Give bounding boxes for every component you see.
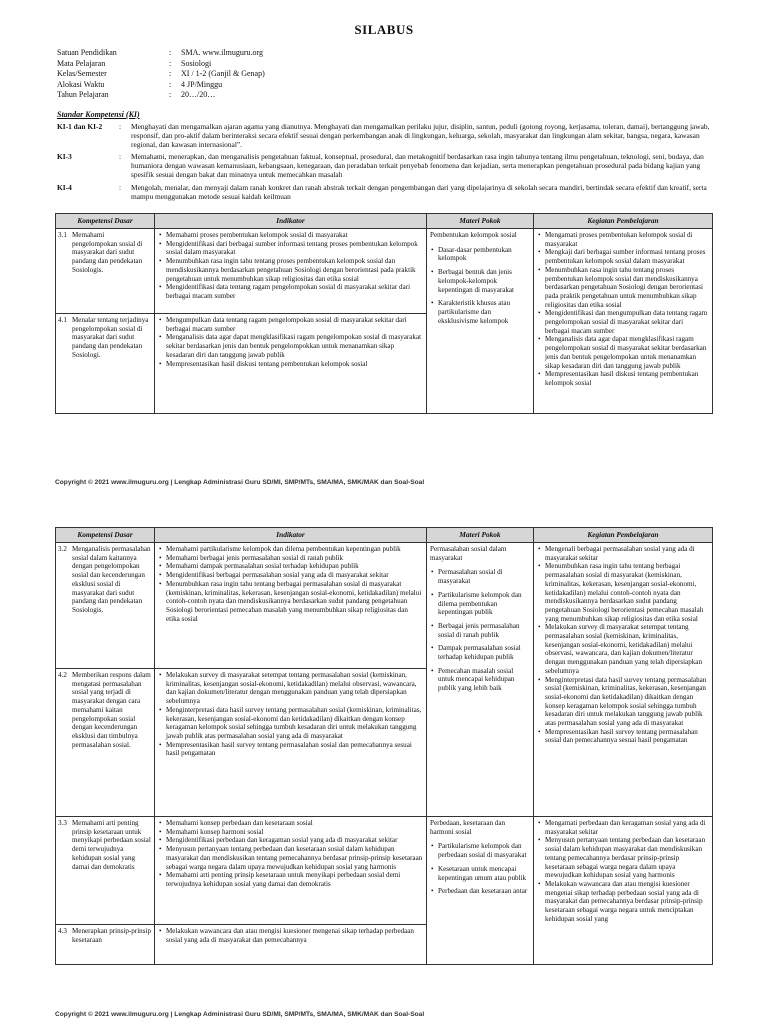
indikator-cell xyxy=(155,229,427,314)
kd-number: 4.3 xyxy=(58,927,67,935)
kd-number: 4.1 xyxy=(58,316,67,324)
indikator-cell xyxy=(155,543,427,669)
materi-item: • Berbagai bentuk dan jenis kelompok-kelompok kepentingan di masyarakat xyxy=(438,268,530,294)
kegiatan-item: • Mempresentasikan hasil survey tentang permasalahan sosial dan pemecahannya sesuai hasil pengamatan xyxy=(545,728,709,745)
indikator-item: • Mempresentasikan hasil survey tentang permasalahan sosial dan pemecahannya sesuai hasil pengamatan xyxy=(166,741,423,758)
materi-item: • Partikularisme kelompok dan dilema pembentukan kepentingan publik xyxy=(438,591,530,617)
materi-item: • Berbagai jenis permasalahan sosial di ranah publik xyxy=(438,622,530,639)
indikator-item: • Mengidentifikasi berbagai permasalahan sosial yang ada di masyarakat sekitar xyxy=(166,571,423,580)
syllabus-table-page1 xyxy=(55,213,713,414)
indikator-item: • Menginterpretasi data hasil survey tentang permasalahan sosial (kemiskinan, kriminalitas, kekerasan, kesenjangan sosial-ekonomi dan ketidakadilan) dikaitkan dengan konsep keragaman kelompok sosial sehingga tumbuh kesadaran diri untuk melakukan tanggung jawab publik atas permasalahan sosial yang ada di masyarakat xyxy=(166,706,423,741)
identity-label: Alokasi Waktu xyxy=(57,79,105,89)
identity-row: Alokasi Waktu : 4 JP/Minggu xyxy=(57,79,223,89)
identity-label: Kelas/Semester xyxy=(57,69,107,78)
ki-label: KI-1 dan KI-2 xyxy=(57,122,103,131)
standar-kompetensi-heading: Standar Kompetensi (KI) xyxy=(57,110,140,119)
identity-block xyxy=(57,48,265,101)
table-header-row xyxy=(56,528,713,543)
syllabus-table-page2 xyxy=(55,527,713,965)
table-header-row xyxy=(56,214,713,229)
kd-cell xyxy=(56,229,155,314)
page-footer: Copyright © 2021 www.ilmuguru.org | Lengkap Administrasi Guru SD/MI, SMP/MTs, SMA/MA, SMK/MAK dan Soal-Soal xyxy=(55,479,425,486)
kegiatan-item: • Mengidentifikasi dan mengumpulkan data tentang ragam pengelompokan sosial di masyarakat sekitar dari berbagai macam sumber xyxy=(545,309,709,335)
identity-row: Satuan Pendidikan : SMA. www.ilmuguru.org xyxy=(57,48,264,57)
indikator-item: • Mengidentifikasi dari berbagai sumber informasi tentang proses pembentukan kelompok sosial dalam masyarakat xyxy=(166,240,423,257)
kd-number: 3.3 xyxy=(58,819,67,827)
kegiatan-item: • Menginterpretasi data hasil survey tentang permasalahan sosial (kemiskinan, kriminalitas, kekerasan, kesenjangan sosial-ekonomi dan ketidakadilan) dikaitkan dengan konsep keragaman kelompok sosial sehingga tumbuh kesadaran diri untuk melakukan tanggung jawab publik atas permasalahan sosial yang ada di masyarakat xyxy=(545,676,709,728)
identity-label: Mata Pelajaran xyxy=(57,58,106,68)
identity-value: XI / 1-2 (Ganjil & Genap) xyxy=(181,69,265,78)
kd-text: Memahami pengelompokan sosial di masyarakat dari sudut pandang dan pendekatan Sosiologis. xyxy=(72,231,143,274)
materi-intro: Perbedaan, kesetaraan dan harmoni sosial xyxy=(430,819,506,836)
indikator-item: • Menumbuhkan rasa ingin tahu tentang berbagai permasalahan sosial di masyarakat (kemiskinan, kriminalitas, kekerasan, kesenjangan sosial-ekonomi, ketidakadilan) melalui contoh-contoh nyata dan mendiskusikannya berdasarkan sudut pandang pengetahuan Sosiologi berorientasi pemecahan masalah yang menumbuhkan sikap religiositas dan etika sosial xyxy=(166,580,423,624)
ki-label: KI-3 xyxy=(57,152,72,161)
materi-intro: Pembentukan kelompok sosial xyxy=(430,231,517,239)
identity-value: 20…/20… xyxy=(181,90,216,99)
kd-text: Memberikan respons dalam mengatasi permasalahan sosial yang terjadi di masyarakat dengan cara memahami kaitan pengelompokan sosial dengan kecenderungan eksklusi dan timbulnya permasalahan sosial. xyxy=(72,671,151,749)
indikator-cell xyxy=(155,925,427,965)
identity-label: Satuan Pendidikan xyxy=(57,48,117,57)
kd-text: Menalar tentang terjadinya pengelompokan sosial di masyarakat dari sudut pandang dan pendekatan Sosiologi. xyxy=(72,316,149,359)
materi-item: • Kesetaraan untuk mencapai kepentingan umum atau publik xyxy=(438,865,530,882)
document-title: SILABUS xyxy=(354,22,414,37)
header-kompetensi-dasar: Kompetensi Dasar xyxy=(56,528,155,543)
materi-item: • Perbedaan dan kesetaraan antar xyxy=(438,887,530,896)
header-indikator: Indikator xyxy=(155,214,427,229)
ki-row: KI-3 : Memahami, menerapkan, dan menganalisis pengetahuan faktual, konseptual, prosedural, dan metakognitif berdasarkan rasa ingin tahunya tentang ilmu pengetahuan, teknologi, seni, budaya, dan humaniora dengan wawasan kemanusiaan, kebangsaan, kenegaraan, dan peradaban terkait penyebab fenomena dan kejadian, serta menerapkan pengetahuan prosedural pada bidang kajian yang spesifik sesuai dengan bakat dan minatnya untuk memecahkan masalah xyxy=(57,152,712,180)
kd-text: Memahami arti penting prinsip kesetaraan untuk menyikapi perbedaan sosial demi terwujudnya kehidupan sosial yang damai dan demokratis xyxy=(72,819,151,871)
indikator-cell xyxy=(155,817,427,925)
materi-item: • Partikularisme kelompok dan perbedaan sosial di masyarakat xyxy=(438,842,530,859)
identity-row: Tahun Pelajaran : 20…/20… xyxy=(57,90,216,99)
kegiatan-cell xyxy=(534,543,713,817)
indikator-item: • Menumbuhkan rasa ingin tahu tentang proses pembentukan kelompok sosial dan mendiskusikannya berdasarkan pengetahuan Sosiologi dengan berorientasi pada praktik pengetahuan untuk menumbuhkan sikap religiositas dan etika sosial xyxy=(166,257,423,283)
kd-cell xyxy=(56,925,155,965)
indikator-item: • Mempresentasikan hasil diskusi tentang pembentukan kelompok sosial xyxy=(166,360,423,369)
identity-row: Kelas/Semester : XI / 1-2 (Ganjil & Genap) xyxy=(57,69,265,78)
materi-intro: Permasalahan sosial dalam masyarakat xyxy=(430,545,507,562)
materi-item: • Pemecahan masalah sosial untuk mencapai kehidupan publik yang lebih baik xyxy=(438,667,530,693)
indikator-item: • Melakukan survey di masyarakat setempat tentang permasalahan sosial (kemiskinan, kriminalitas, kesenjangan sosial-ekonomi, ketidakadilan) melalui observasi, wawancara, dan kajian dokumen/literatur dengan menggunakan panduan yang telah dipersiapkan sebelumnya xyxy=(166,671,423,706)
indikator-item: • Menganalisis data agar dapat mengklasifikasi ragam pengelompokan sosial di masyarakat sekitar berdasarkan jenis dan bentuk pengelompokkan untuk menanamkan sikap kesadaran diri dan tanggung jawab publik xyxy=(166,333,423,359)
kegiatan-item: • Menumbuhkan rasa ingin tahu tentang berbagai permasalahan sosial di masyarakat (kemiskinan, kriminalitas, kekerasan, kesenjangan sosial-ekonomi, ketidakadilan) melalui contoh-contoh nyata dan mendiskusikannya berdasarkan sudut pandang pengetahuan Sosiologi berorientasi pemecahan masalah yang menumbuhkan sikap religiositas dan etika sosial xyxy=(545,562,709,623)
ki-label: KI-4 xyxy=(57,183,72,192)
kd-cell xyxy=(56,817,155,925)
kegiatan-item: • Melakukan survey di masyarakat setempat tentang permasalahan sosial (kemiskinan, kriminalitas, kesenjangan sosial-ekonomi, ketidakadilan) melalui observasi, wawancara, dan kajian dokumen/literatur dengan menggunakan panduan yang telah dipersiapkan sebelumnya xyxy=(545,623,709,675)
indikator-item: • Memahami dampak permasalahan sosial terhadap kehidupan publik xyxy=(166,562,423,571)
kegiatan-item: • Menyusun pertanyaan tentang perbedaan dan kesetaraan sosial dalam kehidupan masyarakat dan mendiskusikan tentang pemecahannya berdasar prinsip-prinsip kesetaraan sebagai warga negara dalam upaya mewujudkan kehidupan sosial yang harmonis xyxy=(545,836,709,880)
header-kegiatan-pembelajaran: Kegiatan Pembelajaran xyxy=(534,214,713,229)
indikator-item: • Mengidentifikasi perbedaan dan keragaman sosial yang ada di masyarakat sekitar xyxy=(166,836,423,845)
kegiatan-item: • Mengenali berbagai permasalahan sosial yang ada di masyarakat sekitar xyxy=(545,545,709,562)
kegiatan-item: • Melakukan wawancara dan atau mengisi kuesioner mengenai sikap terhadap perbedaan sosial yang ada di masyarakat dan pemecahannya berdasar prinsip-prinsip kesetaraan sebagai warga negara untuk menciptakan kehidupan sosial yang xyxy=(545,880,709,924)
indikator-cell xyxy=(155,314,427,414)
kd-number: 4.2 xyxy=(58,671,67,679)
table-row xyxy=(56,543,713,669)
identity-label: Tahun Pelajaran xyxy=(57,90,109,99)
indikator-item: • Memahami proses pembentukan kelompok sosial di masyarakat xyxy=(166,231,423,240)
materi-item: • Karakteristik khusus atau partikularisme dan eksklusivisme kelompok xyxy=(438,299,530,325)
identity-value: Sosiologi xyxy=(181,58,212,68)
indikator-item: • Memahami partikularisme kelompok dan dilema pembentukan kepentingan publik xyxy=(166,545,423,554)
indikator-item: • Memahami konsep perbedaan dan kesetaraan sosial xyxy=(166,819,423,828)
kegiatan-cell xyxy=(534,229,713,414)
header-materi-pokok: Materi Pokok xyxy=(427,528,534,543)
materi-item: • Dasar-dasar pembentukan kelompok xyxy=(438,246,530,263)
kd-cell xyxy=(56,314,155,414)
header-materi-pokok: Materi Pokok xyxy=(427,214,534,229)
table-row xyxy=(56,229,713,314)
indikator-item: • Melakukan wawancara dan atau mengisi kuesioner mengenai sikap terhadap perbedaan sosial yang ada di masyarakat dan pemecahannya xyxy=(166,927,423,944)
header-indikator: Indikator xyxy=(155,528,427,543)
materi-cell xyxy=(427,543,534,817)
kd-cell xyxy=(56,669,155,817)
header-kompetensi-dasar: Kompetensi Dasar xyxy=(56,214,155,229)
identity-row: Mata Pelajaran : Sosiologi xyxy=(57,58,212,68)
indikator-item: • Memahami arti penting prinsip kesetaraan untuk menyikapi perbedaan sosial demi terwujudnya kehidupan sosial yang damai dan demokratis xyxy=(166,871,423,888)
kd-text: Menerapkan prinsip-prinsip kesetaraan xyxy=(72,927,151,944)
kd-number: 3.2 xyxy=(58,545,67,553)
identity-value: SMA. www.ilmuguru.org xyxy=(181,48,264,57)
table-row xyxy=(56,817,713,925)
ki-text: Mengolah, menalar, dan menyaji dalam ranah konkret dan ranah abstrak terkait dengan pengembangan dari yang dipelajarinya di sekolah secara mandiri, bertindak secara efektif dan kreatif, serta mampu menggunakan metode sesuai kaidah keilmuan xyxy=(131,183,707,202)
indikator-item: • Mengumpulkan data tentang ragam pengelompokan sosial di masyarakat sekitar dari berbagai macam sumber xyxy=(166,316,423,333)
indikator-item: • Memahami konsep harmoni sosial xyxy=(166,828,423,837)
indikator-item: • Memahami berbagai jenis permasalahan sosial di ranah publik xyxy=(166,554,423,563)
kegiatan-item: • Mempresentasikan hasil diskusi tentang pembentukan kelompok sosial xyxy=(545,370,709,387)
ki-text: Memahami, menerapkan, dan menganalisis pengetahuan faktual, konseptual, prosedural, dan metakognitif berdasarkan rasa ingin tahunya tentang ilmu pengetahuan, teknologi, seni, budaya, dan humaniora dengan wawasan kemanusiaan, kebangsaan, kenegaraan, dan peradaban terkait penyebab fenomena dan kejadian, serta menerapkan pengetahuan prosedural pada bidang kajian yang spesifik sesuai dengan bakat dan minatnya untuk memecahkan masalah xyxy=(131,152,704,180)
kd-number: 3.1 xyxy=(58,231,67,239)
kegiatan-item: • Menumbuhkan rasa ingin tahu tentang proses pembentukan kelompok sosial dan mendiskusikannya berdasarkan pengetahuan Sosiologi dengan berorientasi pada praktik pengetahuan untuk menumbuhkan sikap religiositas dan etika sosial xyxy=(545,266,709,310)
kd-text: Menganalisis permasalahan sosial dalam kaitannya dengan pengelompokan sosial dan kecenderungan eksklusi sosial di masyarakat dari sudut pandang dan pendekatan Sosiologis. xyxy=(72,545,151,614)
kegiatan-item: • Mengkaji dari berbagai sumber informasi tentang proses pembentukan kelompok sosial dalam masyarakat xyxy=(545,248,709,265)
kegiatan-cell xyxy=(534,817,713,965)
kegiatan-item: • Mengamati proses pembentukan kelompok sosial di masyarakat xyxy=(545,231,709,248)
header-kegiatan-pembelajaran: Kegiatan Pembelajaran xyxy=(534,528,713,543)
kegiatan-item: • Menganalisis data agar dapat mengklasifikasi ragam pengelompokan sosial di masyarakat sekitar berdasarkan jenis dan bentuk pengelompokan untuk menanamkan sikap kesadaran diri dan tanggung jawab publik xyxy=(545,335,709,370)
kegiatan-item: • Mengamati perbedaan dan keragaman sosial yang ada di masyarakat sekitar xyxy=(545,819,709,836)
indikator-item: • Menyusun pertanyaan tentang perbedaan dan kesetaraan sosial dalam kehidupan masyarakat dan mendiskusikan tentang pemecahannya berdasar prinsip-prinsip kesetaraan sebagai warga negara dalam upaya mewujudkan kehidupan sosial yang harmonis xyxy=(166,845,423,871)
identity-value: 4 JP/Minggu xyxy=(181,79,223,89)
kd-cell xyxy=(56,543,155,669)
page-footer: Copyright © 2021 www.ilmuguru.org | Lengkap Administrasi Guru SD/MI, SMP/MTs, SMA/MA, SMK/MAK dan Soal-Soal xyxy=(55,1011,425,1018)
materi-cell xyxy=(427,229,534,414)
indikator-item: • Mengidentifikasi data tentang ragam pengelompokan sosial di masyarakat sekitar dari berbagai macam sumber xyxy=(166,283,423,300)
indikator-cell xyxy=(155,669,427,817)
materi-item: • Permasalahan sosial di masyarakat xyxy=(438,568,530,585)
materi-item: • Dampak permasalahan sosial terhadap kehidupan publik xyxy=(438,644,530,661)
ki-row: KI-1 dan KI-2 : Menghayati dan mengamalkan ajaran agama yang dianutnya. Menghayati dan mengamalkan perilaku jujur, disiplin, santun, peduli (gotong royong, kerjasama, toleran, damai), bertanggung jawab, responsif, dan pro-aktif dalam berinteraksi secara efektif sesuai dengan perkembangan anak di lingkungan, keluarga, sekolah, masyarakat dan lingkungan alam sekitar, bangsa, negara, kawasan regional, dan kawasan internasional”. xyxy=(57,122,712,150)
ki-text: Menghayati dan mengamalkan ajaran agama yang dianutnya. Menghayati dan mengamalkan perilaku jujur, disiplin, santun, peduli (gotong royong, kerjasama, toleran, damai), bertanggung jawab, responsif, dan pro-aktif dalam berinteraksi secara efektif sesuai dengan perkembangan anak di lingkungan, keluarga, sekolah, masyarakat dan lingkungan alam sekitar, bangsa, negara, kawasan regional, dan kawasan internasional”. xyxy=(131,122,710,150)
materi-cell xyxy=(427,817,534,965)
ki-row: KI-4 : Mengolah, menalar, dan menyaji dalam ranah konkret dan ranah abstrak terkait dengan pengembangan dari yang dipelajarinya di sekolah secara mandiri, bertindak secara efektif dan kreatif, serta mampu menggunakan metode sesuai kaidah keilmuan xyxy=(57,183,712,201)
